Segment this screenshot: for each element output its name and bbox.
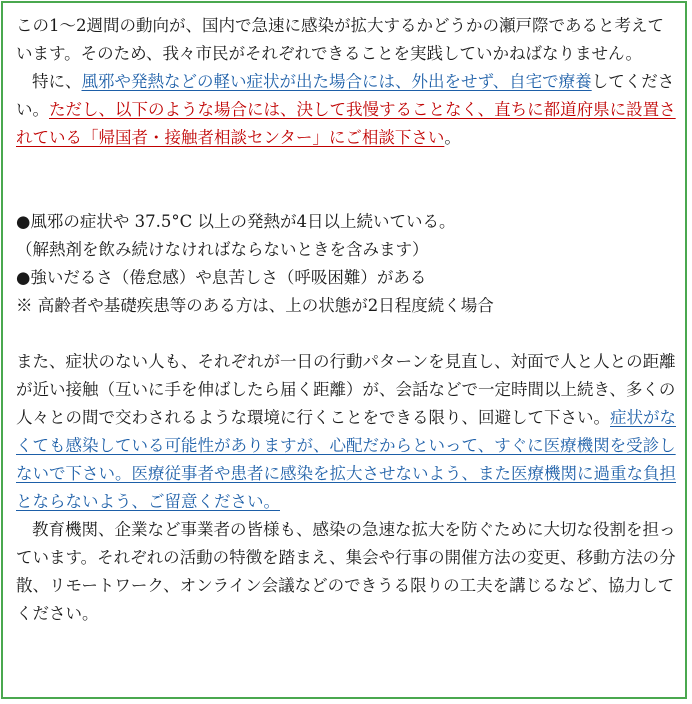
advice-end: 。 (444, 128, 461, 147)
do-not-visit-hospital-notice: 症状がなくても感染している可能性がありますが、心配だからといって、すぐに医療機関を受診しないで下さい。医療従事者や患者に感染を拡大させないよう、また医療機関に過重な負担とならないよう、ご留意ください。 (16, 408, 676, 511)
stay-home-notice: 風邪や発熱などの軽い症状が出た場合には、外出をせず、自宅で療養 (81, 72, 592, 91)
notice-content (16, 12, 680, 628)
advice-mid: してください。 (16, 72, 675, 119)
intro-paragraph: この1～2週間の動向が、国内で急速に感染が拡大するかどうかの瀬戸際であると考えています。そのため、我々市民がそれぞれできることを実践していかねばなりません。 (16, 16, 664, 63)
elderly-note: ※ 高齢者や基礎疾患等のある方は、上の状態が2日程度続く場合 (16, 296, 494, 315)
spacer (16, 152, 680, 208)
advice-lead: 特に、 (32, 72, 82, 91)
condition-note: （解熱剤を飲み続けなければならないときを含みます） (16, 240, 429, 259)
notice-box (1, 1, 687, 699)
condition-item: ●強いだるさ（倦怠感）や息苦しさ（呼吸困難）がある (16, 268, 427, 287)
avoidance-text: また、症状のない人も、それぞれが一日の行動パターンを見直し、対面で人と人との距離が近い接触（互いに手を伸ばしたら届く距離）が、会話などで一定時間以上続き、多くの人々との間で交わされるような環境に行くことをできる限り、回避して下さい。 (16, 352, 676, 427)
spacer (16, 320, 680, 348)
avoidance-paragraph (16, 348, 680, 516)
business-paragraph: 教育機関、企業など事業者の皆様も、感染の急速な拡大を防ぐために大切な役割を担っています。それぞれの活動の特徴を踏まえ、集会や行事の開催方法の変更、移動方法の分散、リモートワーク、オンライン会議などのできうる限りの工夫を講じるなど、協力してください。 (16, 520, 676, 623)
consultation-center-notice: ただし、以下のような場合には、決して我慢することなく、直ちに都道府県に設置されている「帰国者・接触者相談センター」にご相談下さい (16, 100, 676, 147)
condition-item: ●風邪の症状や 37.5°C 以上の発熱が4日以上続いている。 (16, 212, 456, 231)
advice-paragraph (16, 68, 680, 152)
